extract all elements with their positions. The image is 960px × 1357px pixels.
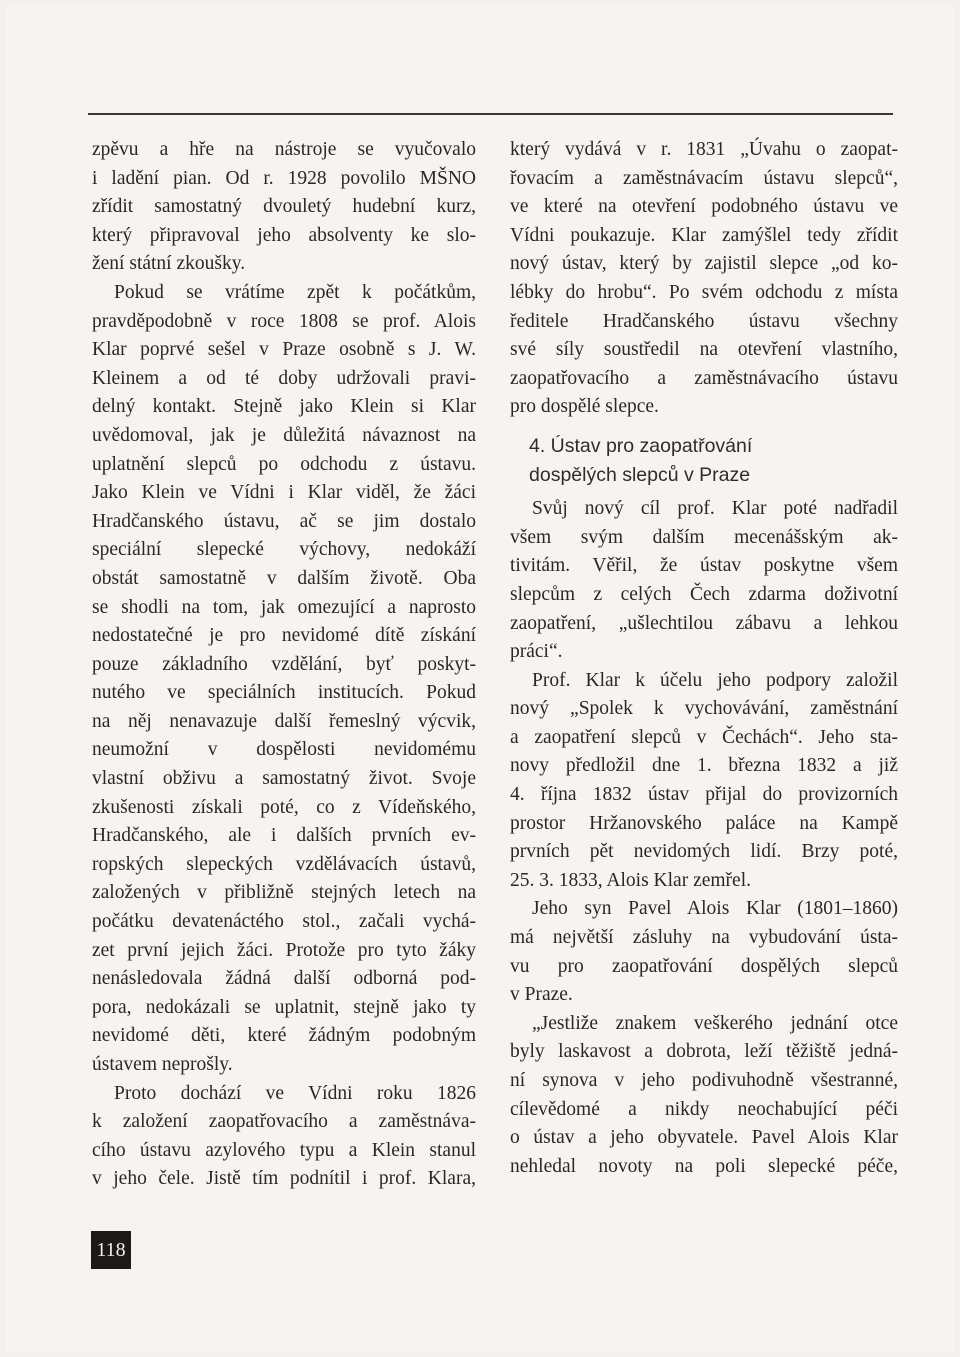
text-line: zaopatření, „ušlechtilou zábavu a lehkou xyxy=(510,612,898,634)
text-line: obstát samostatně v dalším životě. Oba xyxy=(92,567,476,589)
right-column xyxy=(510,136,898,1181)
text-line: ropských slepeckých vzdělávacích ústavů, xyxy=(92,853,476,875)
text-line: neumožní v dospělosti nevidomému xyxy=(92,739,476,761)
text-line: „Jestliže znakem veškerého jednání otce xyxy=(532,1012,898,1034)
text-line: má největší zásluhy na vybudování ústa- xyxy=(510,927,898,949)
text-line: zkušenosti získali poté, co z Vídeňského, xyxy=(92,796,476,818)
top-rule xyxy=(88,113,893,115)
text-line: nevidomé děti, které žádným podobným xyxy=(92,1025,476,1047)
text-line: Jako Klein ve Vídni i Klar viděl, že žáci xyxy=(92,482,476,504)
text-line: nový ústav, který by zajistil slepce „od ko- xyxy=(510,253,898,275)
text-line: lébky do hrobu“. Po svém odchodu z místa xyxy=(510,281,898,303)
text-line: uplatnění slepců po odchodu z ústavu. xyxy=(92,453,476,475)
text-line: zet první jejich žáci. Protože pro tyto žáky xyxy=(92,939,476,961)
text-line: ředitele Hradčanského ústavu všechny xyxy=(510,310,898,332)
text-line: delný kontakt. Stejně jako Klein si Klar xyxy=(92,396,476,418)
text-line: v Praze. xyxy=(510,984,573,1006)
text-line: zřídit samostatný dvouletý hudební kurz, xyxy=(92,196,476,218)
text-line: Vídni poukazuje. Klar zamýšlel tedy zřídit xyxy=(510,224,898,246)
text-line: se shodli na tom, jak omezující a naprosto xyxy=(92,596,476,618)
text-line: vlastní obživu a samostatný život. Svoje xyxy=(92,768,476,790)
text-line: nutého ve speciálních institucích. Pokud xyxy=(92,682,476,704)
text-line: pravděpodobně v roce 1808 se prof. Alois xyxy=(92,310,476,332)
text-line: uvědomoval, jak je důležitá návaznost na xyxy=(92,424,476,446)
text-line: zaopatřovacího a zaměstnávacího ústavu xyxy=(510,367,898,389)
text-line: o ústav a jeho obyvatele. Pavel Alois Klar xyxy=(510,1127,898,1149)
text-line: práci“. xyxy=(510,641,563,663)
text-line: zpěvu a hře na nástroje se vyučovalo xyxy=(92,139,476,160)
text-line: Svůj nový cíl prof. Klar poté nadřadil xyxy=(532,498,898,520)
text-line: nový „Spolek k vychovávání, zaměstnání xyxy=(510,698,898,720)
text-line: řovacím a zaměstnávacím ústavu slepců“, xyxy=(510,167,898,189)
text-line: počátku devatenáctého stol., začali vychá- xyxy=(92,911,476,933)
text-line: Prof. Klar k účelu jeho podpory založil xyxy=(532,669,898,691)
text-line: všem svým dalším mecenášským ak- xyxy=(510,526,898,548)
text-line: Proto dochází ve Vídni roku 1826 xyxy=(114,1082,476,1104)
text-line: 4. října 1832 ústav přijal do provizorních xyxy=(510,784,898,806)
text-line: k založení zaopatřovacího a zaměstnáva- xyxy=(92,1111,476,1133)
text-line: Kleinem a od té doby udržovali pravi- xyxy=(92,367,476,389)
text-line: i ladění pian. Od r. 1928 povolilo MŠNO xyxy=(92,167,476,189)
text-line: ústavem neprošly. xyxy=(92,1054,233,1075)
text-line: prvních pět nevidomých lidí. Brzy poté, xyxy=(510,841,898,863)
text-line: Hradčanského, ale i dalších prvních ev- xyxy=(92,825,476,847)
text-line: prostor Hržanovského paláce na Kampě xyxy=(510,812,898,834)
text-line: novy předložil dne 1. března 1832 a již xyxy=(510,755,898,777)
text-line: speciální slepecké výchovy, nedokáží xyxy=(92,539,476,561)
text-line: Pokud se vrátíme zpět k počátkům, xyxy=(114,281,476,303)
text-line: pro dospělé slepce. xyxy=(510,396,659,418)
text-line: Hradčanského ústavu, ač se jim dostalo xyxy=(92,510,476,532)
text-line: na něj nenavazuje další řemeslný výcvik, xyxy=(92,710,476,732)
text-line: 25. 3. 1833, Alois Klar zemřel. xyxy=(510,869,751,891)
text-line: pora, nedokázali se uplatnit, stejně jako ty xyxy=(92,996,476,1018)
text-line: pouze základního vzdělání, byť poskyt- xyxy=(92,653,476,675)
text-line: který připravoval jeho absolventy ke slo- xyxy=(92,224,476,246)
text-line: byly laskavost a dobrota, leží těžiště jedná- xyxy=(510,1041,898,1063)
text-line: cího ústavu azylového typu a Klein stanul xyxy=(92,1139,476,1161)
section-heading-line-1: 4. Ústav pro zaopatřování xyxy=(529,434,753,457)
text-line: nenásledovala žádná další odborná pod- xyxy=(92,968,476,990)
text-line: založených v přibližně stejných letech na xyxy=(92,882,476,904)
text-line: který vydává v r. 1831 „Úvahu o zaopat- xyxy=(510,139,898,160)
text-line: tivitám. Věřil, že ústav poskytne všem xyxy=(510,555,898,577)
text-line: Klar poprvé sešel v Praze osobně s J. W. xyxy=(92,339,476,361)
text-line: nedostatečné je pro nevidomé dítě získání xyxy=(92,625,476,647)
text-line: nehledal novoty na poli slepecké péče, xyxy=(510,1155,898,1177)
section-heading-line-2: dospělých slepců v Praze xyxy=(529,463,751,486)
left-column xyxy=(92,136,476,1194)
text-line: ní synova v jeho podivuhodně všestranné, xyxy=(510,1070,898,1091)
text-line: a zaopatření slepců v Čechách“. Jeho sta- xyxy=(510,726,898,748)
text-line: své síly soustředil na otevření vlastního, xyxy=(510,339,898,361)
text-line: v jeho čele. Jistě tím podnítil i prof. Klara, xyxy=(92,1168,476,1190)
text-line: Jeho syn Pavel Alois Klar (1801–1860) xyxy=(532,898,898,920)
text-line: žení státní zkoušky. xyxy=(92,253,246,275)
text-line: slepcům z celých Čech zdarma doživotní xyxy=(510,583,898,605)
text-line: ve které na otevření podobného ústavu ve xyxy=(510,196,898,218)
text-line: vu pro zaopatřování dospělých slepců xyxy=(510,955,898,977)
page-number: 118 xyxy=(91,1231,131,1269)
text-line: cílevědomé a nikdy neochabující péči xyxy=(510,1098,898,1120)
